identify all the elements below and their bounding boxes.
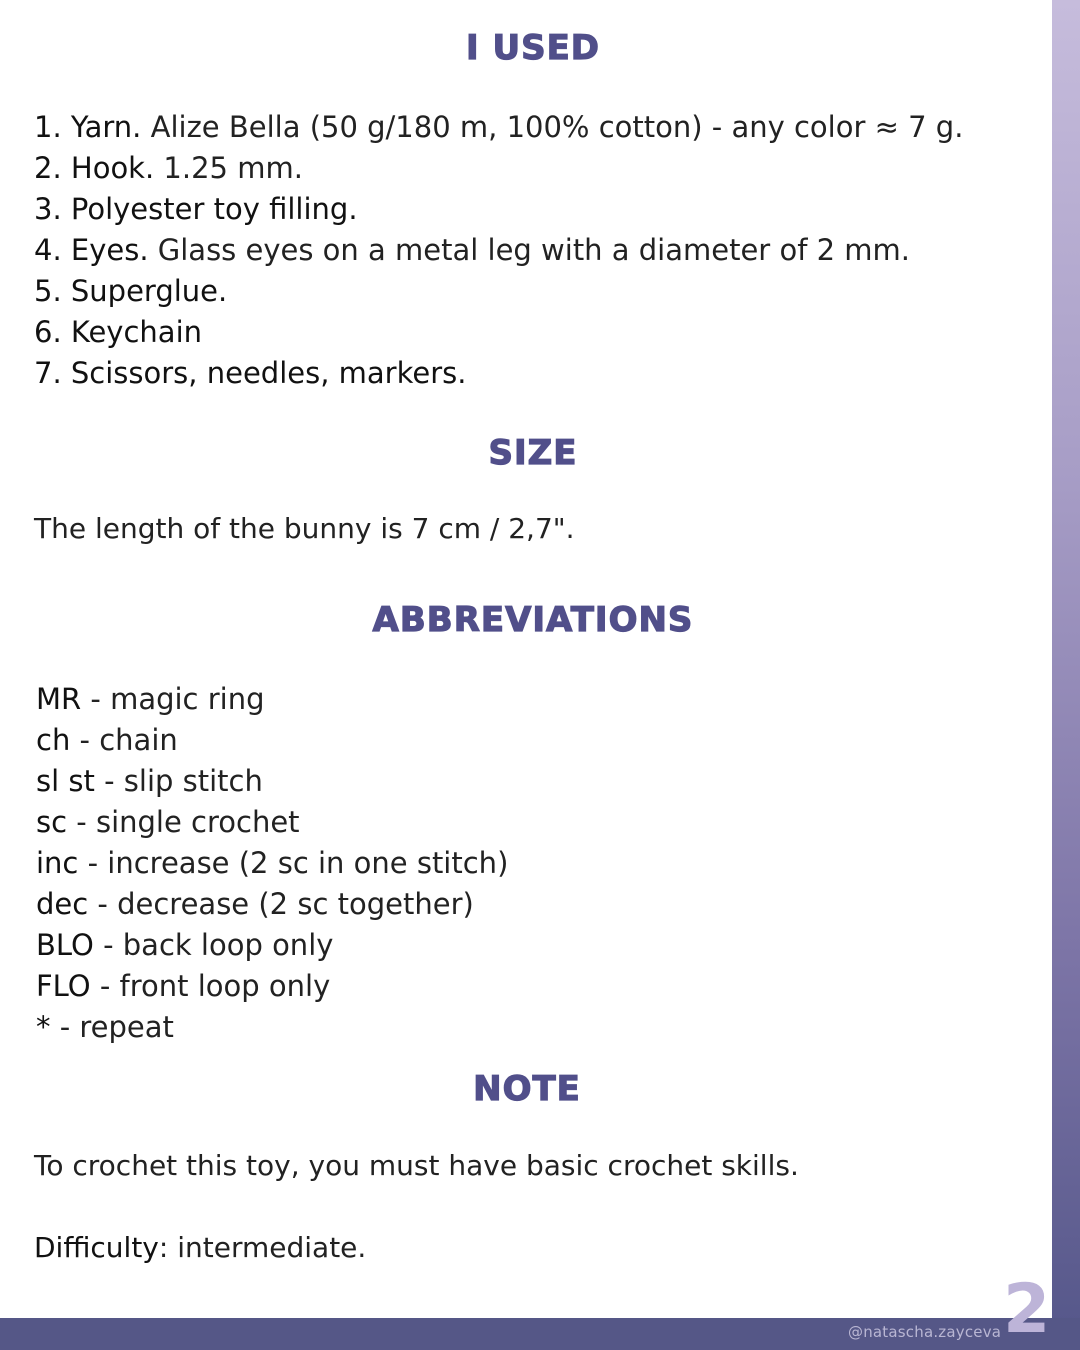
note-text: To crochet this toy, you must have basic crochet skills. (34, 1149, 799, 1182)
list-item: dec - decrease (2 sc together) (36, 887, 474, 921)
difficulty-label: Difficulty (34, 1231, 159, 1264)
list-item: sc - single crochet (36, 805, 300, 839)
difficulty-value: : intermediate. (158, 1231, 367, 1264)
size-text: The length of the bunny is 7 cm / 2,7". (34, 512, 575, 545)
list-item: inc - increase (2 sc in one stitch) (36, 846, 509, 880)
list-item: ch - chain (36, 723, 178, 757)
list-item: * - repeat (36, 1010, 174, 1044)
abbreviations-list (36, 679, 508, 1048)
list-item: 4. Eyes. Glass eyes on a metal leg with a diameter of 2 mm. (34, 233, 911, 267)
heading-note: NOTE (473, 1069, 581, 1109)
list-item: MR - magic ring (36, 682, 265, 716)
side-gradient-bar (1052, 0, 1080, 1350)
list-item: FLO - front loop only (36, 969, 331, 1003)
list-item: 7. Scissors, needles, markers. (34, 356, 467, 390)
heading-abbreviations: ABBREVIATIONS (372, 600, 694, 640)
materials-list (34, 107, 963, 394)
list-item: 2. Hook. 1.25 mm. (34, 151, 303, 185)
list-item: 1. Yarn. Alize Bella (50 g/180 m, 100% cotton) - any color ≈ 7 g. (34, 110, 964, 144)
page-number: 2 (1003, 1270, 1051, 1349)
heading-size: SIZE (488, 433, 578, 473)
list-item: 6. Keychain (34, 315, 202, 349)
list-item: sl st - slip stitch (36, 764, 263, 798)
heading-i-used: I USED (465, 28, 601, 68)
list-item: 3. Polyester toy filling. (34, 192, 358, 226)
list-item: BLO - back loop only (36, 928, 334, 962)
author-credit: @natascha.zayceva (848, 1323, 1002, 1341)
list-item: 5. Superglue. (34, 274, 228, 308)
difficulty-line (34, 1229, 366, 1267)
